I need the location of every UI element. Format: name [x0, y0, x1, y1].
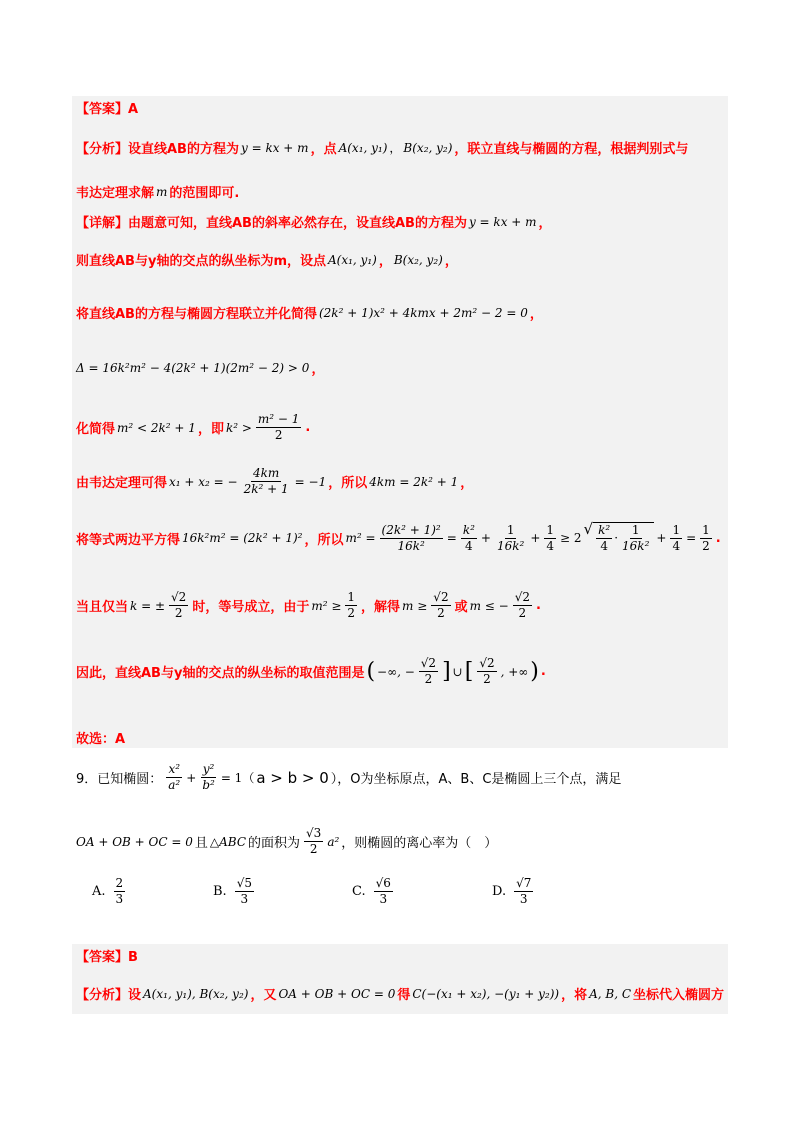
- fraction: $\frac{1}{\text{16k²}}$: [496, 522, 525, 553]
- fraction: $\frac{√2}{2}$: [420, 656, 437, 686]
- answer-label: 【答案】B: [76, 950, 138, 965]
- detail-text: 将直线AB的方程与椭圆方程联立并化简得: [76, 307, 317, 322]
- fraction: $\frac{\text{y²}}{\text{b²}}$: [202, 762, 215, 792]
- analysis-text: 韦达定理求解: [76, 186, 155, 201]
- fraction: $\frac{√7}{3}$: [516, 876, 532, 906]
- analysis-line-2: [76, 182, 239, 201]
- sqrt: √ $\frac{\text{k²}}{4}$ · $\frac{1}{\text{16k²}}$: [584, 522, 655, 554]
- analysis-text: 得: [397, 988, 411, 1003]
- detail-line-3: 将直线AB的方程与椭圆方程联立并化简得 (2k² + 1)x² + 4kmx + 2m² − 2 = 0 ，: [76, 303, 543, 322]
- analysis-line-1: 【分析】设直线AB的方程为 y = kx + m ，点 A(x₁, y₁) ， B(x₂, y₂) ，联立直线与椭圆的方程，根据判别式与: [76, 138, 688, 157]
- point-a: A(x₁, y₁): [328, 252, 377, 267]
- analysis-text: ，又: [250, 988, 277, 1003]
- points-abc: A, B, C: [589, 986, 632, 1001]
- option-label: C.: [352, 884, 366, 899]
- fraction: $\frac{\text{k²}}{4}$: [462, 522, 475, 553]
- fraction: $\frac{1}{2}$: [347, 590, 356, 620]
- option-label: A.: [92, 884, 106, 899]
- detail-text: 当且仅当: [76, 600, 129, 615]
- range-1: m ≥: [402, 598, 428, 613]
- detail-line-7: 将等式两边平方得 16k²m² = (2k² + 1)² ，所以 m² = $\frac{\text{(2k² + 1)²}}{\text{16k²}}$ = $\frac{\text{k²}}{4}$ + $\frac{1}{\text{16k²}}$ + $\frac{1}{4}$ ≥ 2 √ $\frac{\text{k²}}{4}$ · $\frac{1}{\text{16k²}}$ + $\frac{1}{4}$ = $\frac{1}{2}$ .: [76, 520, 721, 553]
- fraction: $\frac{1}{4}$: [546, 522, 555, 553]
- fraction: $\frac{√3}{2}$: [306, 826, 322, 856]
- option-c[interactable]: [352, 876, 395, 907]
- answer-panel-2: [72, 944, 728, 1014]
- question-9-line-1: 9．已知椭圆： $\frac{\text{x²}}{\text{a²}}$ + $\frac{\text{y²}}{\text{b²}}$ = 1（ a > b > 0 ），O为坐标原点，A、B、C是椭圆上三个点，满足: [76, 762, 622, 792]
- fraction: $\frac{\text{(2k² + 1)²}}{\text{16k²}}$: [381, 522, 441, 553]
- fraction: $\frac{1}{2}$: [702, 522, 710, 553]
- line-equation: y = kx + m: [240, 140, 309, 155]
- or-text: 或: [454, 600, 468, 615]
- area-tail: a²: [327, 834, 340, 849]
- point-c: C(−(x₁ + x₂), −(y₁ + y₂)): [412, 986, 560, 1001]
- discriminant-inequality: Δ = 16k²m² − 4(2k² + 1)(2m² − 2) > 0: [76, 360, 310, 375]
- fraction: $\frac{1}{4}$: [672, 522, 681, 553]
- detail-text: ，即: [197, 422, 224, 437]
- inequality-sign: ≥ 2: [560, 531, 582, 545]
- m-squared: m² ≥: [311, 598, 342, 613]
- point-b: B(x₂, y₂): [403, 140, 453, 155]
- question-text: ），O为坐标原点，A、B、C是椭圆上三个点，满足: [330, 772, 622, 787]
- analysis-text: 坐标代入椭圆方: [633, 988, 725, 1003]
- fraction: $\frac{\text{x²}}{\text{a²}}$: [168, 762, 181, 792]
- fraction: $\frac{√2}{2}$: [479, 656, 495, 686]
- point-b: B(x₂, y₂): [393, 252, 443, 267]
- analysis-text: 的范围即可.: [169, 186, 240, 201]
- detail-text: ，: [538, 216, 552, 231]
- detail-text: 【详解】由题意可知，直线AB的斜率必然存在，设直线AB的方程为: [76, 216, 467, 231]
- detail-line-5: 化简得 m² < 2k² + 1 ，即 k² > $\frac{\text{m² − 1}}{2}$ .: [76, 412, 311, 442]
- fraction: $\frac{√6}{3}$: [375, 876, 391, 906]
- vector-equation: OA + OB + OC = 0: [278, 986, 396, 1001]
- detail-text: ，所以: [304, 532, 344, 548]
- detail-text: 化简得: [76, 422, 116, 437]
- inequality: k² >: [225, 420, 252, 435]
- quadratic-equation: (2k² + 1)x² + 4kmx + 2m² − 2 = 0: [318, 305, 528, 320]
- fraction: $\frac{√5}{3}$: [236, 876, 252, 906]
- squared-equation: 16k²m² = (2k² + 1)²: [182, 531, 303, 545]
- detail-text: 由韦达定理可得: [76, 476, 168, 491]
- option-b[interactable]: [213, 876, 256, 907]
- detail-text: 将等式两边平方得: [76, 532, 181, 548]
- detail-text: 时，等号成立，由于: [192, 600, 310, 615]
- fraction: $\frac{√2}{2}$: [433, 590, 449, 620]
- equation: 4km = 2k² + 1: [369, 474, 459, 489]
- option-d[interactable]: [492, 876, 535, 907]
- detail-line-2: 则直线AB与y轴的交点的纵坐标为m，设点 A(x₁, y₁) ， B(x₂, y₂) ，: [76, 250, 458, 269]
- fraction: $\frac{2}{3}$: [115, 876, 124, 906]
- detail-text: ，所以: [328, 476, 368, 491]
- question-text: 且: [194, 836, 208, 851]
- detail-text: ，解得: [361, 600, 401, 615]
- range-2: m ≤ −: [469, 598, 509, 613]
- union-symbol: ∪: [452, 664, 463, 679]
- option-label: D.: [492, 884, 507, 899]
- question-number: 9．已知椭圆：: [76, 772, 163, 787]
- answer-line-2: [76, 946, 138, 965]
- choose-text: 故选：A: [76, 732, 126, 747]
- vector-equation: OA + OB + OC = 0: [76, 834, 193, 849]
- answer-line: [76, 98, 138, 117]
- analysis-text: 【分析】设直线AB的方程为: [76, 142, 239, 157]
- detail-line-4: Δ = 16k²m² − 4(2k² + 1)(2m² − 2) > 0 ，: [76, 360, 325, 377]
- detail-text: 因此，直线AB与y轴的交点的纵坐标的取值范围是: [76, 666, 365, 681]
- line-equation: y = kx + m: [468, 214, 537, 229]
- detail-text: 则直线AB与y轴的交点的纵坐标为m，设点: [76, 254, 326, 269]
- answer-label: 【答案】A: [76, 102, 139, 117]
- detail-line-1: [76, 212, 552, 231]
- question-9-line-2: [76, 826, 497, 857]
- points-ab: A(x₁, y₁), B(x₂, y₂): [143, 986, 249, 1001]
- m-squared: m² =: [345, 531, 376, 545]
- option-a[interactable]: [92, 876, 127, 907]
- fraction: $\frac{4km}{\text{2k² + 1}}$: [243, 466, 289, 496]
- detail-line-9: 因此，直线AB与y轴的交点的纵坐标的取值范围是 ( −∞, − $\frac{√2}{2}$ ] ∪ [ $\frac{√2}{2}$ , +∞ ) .: [76, 656, 546, 686]
- fraction: $\frac{√2}{2}$: [514, 590, 530, 620]
- detail-line-6: 由韦达定理可得 x₁ + x₂ = − $\frac{4km}{\text{2k² + 1}}$ = −1 ，所以 4km = 2k² + 1 ，: [76, 466, 474, 496]
- question-text: 的面积为: [248, 836, 301, 851]
- interval-1: −∞, −: [377, 664, 415, 679]
- question-text: ，则椭圆的离心率为（ ）: [341, 836, 498, 851]
- interval-2: , +∞: [500, 664, 529, 679]
- point-a: A(x₁, y₁): [338, 140, 388, 155]
- analysis-line-b: [76, 984, 724, 1003]
- variable-m: m: [156, 184, 168, 199]
- fraction: $\frac{\text{m² − 1}}{2}$: [257, 412, 300, 442]
- choose-line: [76, 728, 125, 747]
- equation-tail: = 1（: [220, 771, 255, 785]
- condition: a > b > 0: [256, 768, 329, 787]
- k-value: k = ±: [130, 598, 166, 613]
- option-label: B.: [213, 884, 227, 899]
- analysis-text: ，将: [561, 988, 588, 1003]
- equation-tail: = −1: [294, 474, 327, 489]
- vieta-equation: x₁ + x₂ = −: [169, 474, 238, 489]
- triangle: △ABC: [209, 834, 247, 849]
- analysis-text: 【分析】设: [76, 988, 142, 1003]
- analysis-text: ，联立直线与椭圆的方程，根据判别式与: [454, 142, 689, 157]
- inequality: m² < 2k² + 1: [117, 420, 196, 435]
- fraction: $\frac{√2}{2}$: [171, 590, 187, 620]
- detail-line-8: 当且仅当 k = ± $\frac{√2}{2}$ 时，等号成立，由于 m² ≥ $\frac{1}{2}$ ，解得 m ≥ $\frac{√2}{2}$ 或 m ≤ − $\frac{√2}{2}$ .: [76, 590, 541, 620]
- analysis-text: ，点: [310, 142, 337, 157]
